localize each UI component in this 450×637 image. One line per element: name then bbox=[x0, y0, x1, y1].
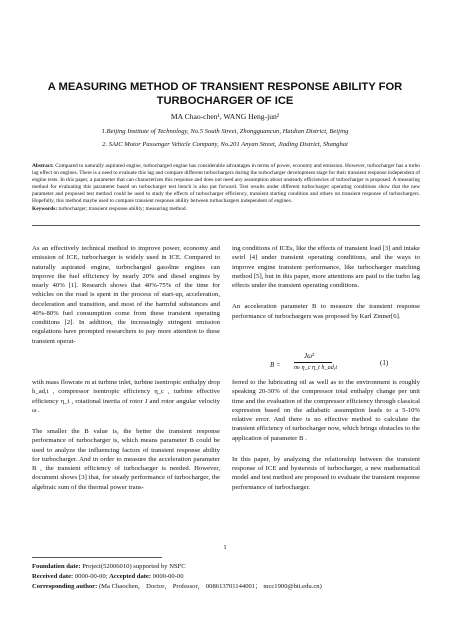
foundation-label: Foundation date: bbox=[32, 563, 81, 570]
keywords-text: turbocharger; transient response ability; measuring method. bbox=[58, 206, 187, 212]
left-column-top bbox=[32, 244, 220, 346]
corresponding-label: Corresponding author: bbox=[32, 583, 98, 590]
intro-paragraph-4: ferred to the lubricating oil as well as to the environment is roughly speaking 20-30% of the compressor total enthalpy change per unit time and the evaluation of the compressor efficiency through classical expression based on the adiabatic assumption leads to a 5-10% relative error. And there is no effective method to calculate the transient efficiency of turbocharger now, which brings obstacles to the application of parameter B . bbox=[232, 379, 420, 442]
equation-1 bbox=[240, 352, 420, 378]
accepted-label: Accepted date: bbox=[109, 573, 152, 580]
author-list: MA Chao-chen¹, WANG Heng-jun² bbox=[170, 112, 280, 121]
page-number: 1 bbox=[223, 544, 227, 551]
received-date: 0000-00-00; bbox=[74, 573, 108, 580]
section-divider bbox=[32, 225, 420, 226]
paper-title bbox=[0, 80, 450, 108]
abstract-label: Abstract: bbox=[32, 163, 54, 169]
foundation-note bbox=[32, 562, 432, 571]
corresponding-author-note bbox=[32, 582, 432, 591]
affiliation-2: 2. SAIC Motor Passenger Vehicle Company, No.201 Anyan Street, Jiading District, Shanghai bbox=[102, 141, 348, 148]
equation-denominator: mₜ η_c η_t h_ad,t bbox=[294, 364, 338, 371]
corresponding-text: (Ma Chaochen， Doctor， Professor， 008613701144001； mcc1900@bit.edu.cn) bbox=[98, 583, 322, 590]
received-label: Received date: bbox=[32, 573, 74, 580]
abstract bbox=[32, 163, 420, 206]
intro-paragraph-2: ing conditions of ICEs, like the effects of transient load [3] and intake swirl [4] under transient operating conditions, and the ways to improve engine transient performance, like turbocharger matching method [5], but in this paper, more attentions are paid to the turbo lag effects under the transient operating conditions. bbox=[232, 245, 420, 289]
title-line-1: A MEASURING METHOD OF TRANSIENT RESPONSE ABILITY FOR bbox=[47, 81, 403, 93]
fraction-bar bbox=[294, 362, 332, 363]
affiliation-1: 1.Beijing Institute of Technology, No.5 South Street, Zhongguancun, Haidian District, Beijing bbox=[101, 128, 349, 135]
equation-variables-paragraph: with mass flowrate m at turbine inlet, turbine isentropic enthalpy drop h_ad,t , compressor isentropic efficiency η_c , turbine effective efficiency η_t , rotational inertia of rotor J and rotor angular velocity ω . bbox=[32, 379, 220, 414]
footnote-divider bbox=[32, 557, 162, 558]
equation-numerator: Jω² bbox=[304, 352, 315, 360]
abstract-text: Compared to naturally aspirated engine, turbocharged engine has considerable advantages in terms of power, economy and emission. However, turbocharger has a turbo lag effect on engines. There is a need to evaluate this lag and compare different turbochargers during the turbocharger development stage for their transient response independent of engine tests. In this paper, a parameter that can characterizes this response and does not need any assumption about unsteady efficiencies of turbocharger is proposed. A measuring method for evaluating this parameter based on turbocharger test bench is also put forward. Test results under different turbocharger operating conditions show that the new parameter and proposed test method could be used to study the effects of turbocharger efficiency, transient starting condition and others on transient response of turbochargers. Hopefully, this method maybe used to compare transient response ability between turbochargers independent of engines. bbox=[32, 163, 420, 205]
keywords-label: Keywords: bbox=[32, 206, 58, 212]
acceleration-parameter-paragraph: An acceleration parameter B to measure the transient response performance of turbochargers was proposed by Karl Zinner[6]. bbox=[232, 303, 420, 320]
foundation-text: Project(52006010) supported by NSFC bbox=[82, 563, 186, 570]
intro-paragraph-5: In this paper, by analyzing the relationship between the transient response of ICE and hysteresis of turbocharger, a new mathematical model and test method are proposed to evaluate the transient response performance of turbocharger. bbox=[232, 455, 420, 491]
intro-paragraph-1: As an effectively technical method to improve power, economy and emission of ICE, turbocharger is widely used in ICE. Compared to naturally aspirated engine, turbocharged gasoline engines can improve the fuel efficiency by nearly 20% and diesel engines by nearly 40% [1]. Research shows that 40%-75% of the time for vehicles on the road is spent in the process of start-up, acceleration, deceleration and transition, and most of the harmful substances and 40%-80% fuel consumption come from these transient operating conditions [2]. In addition, the increasingly stringent emission regulations have prompted researchers to pay more attention to these transient operat- bbox=[32, 245, 220, 345]
equation-number: (1) bbox=[380, 359, 389, 367]
intro-paragraph-3: The smaller the B value is, the better the transient response performance of turbocharger is, which means parameter B could be used to analyze the influencing factors of transient response ability for turbocharger. And in order to measure the acceleration parameter B , the transient efficiency of turbocharger is needed. However, document shows [3] that, for steady performance of turbocharger, the algebraic sum of the thermal power trans- bbox=[32, 428, 220, 491]
equation-lhs: B = bbox=[270, 361, 281, 369]
title-line-2: TURBOCHARGER OF ICE bbox=[156, 95, 294, 107]
dates-note bbox=[32, 572, 432, 581]
left-column-bottom bbox=[32, 378, 220, 492]
right-column-top bbox=[232, 244, 420, 321]
keywords bbox=[32, 206, 420, 213]
accepted-date: 0000-00-00 bbox=[152, 573, 184, 580]
right-column-bottom bbox=[232, 378, 420, 492]
